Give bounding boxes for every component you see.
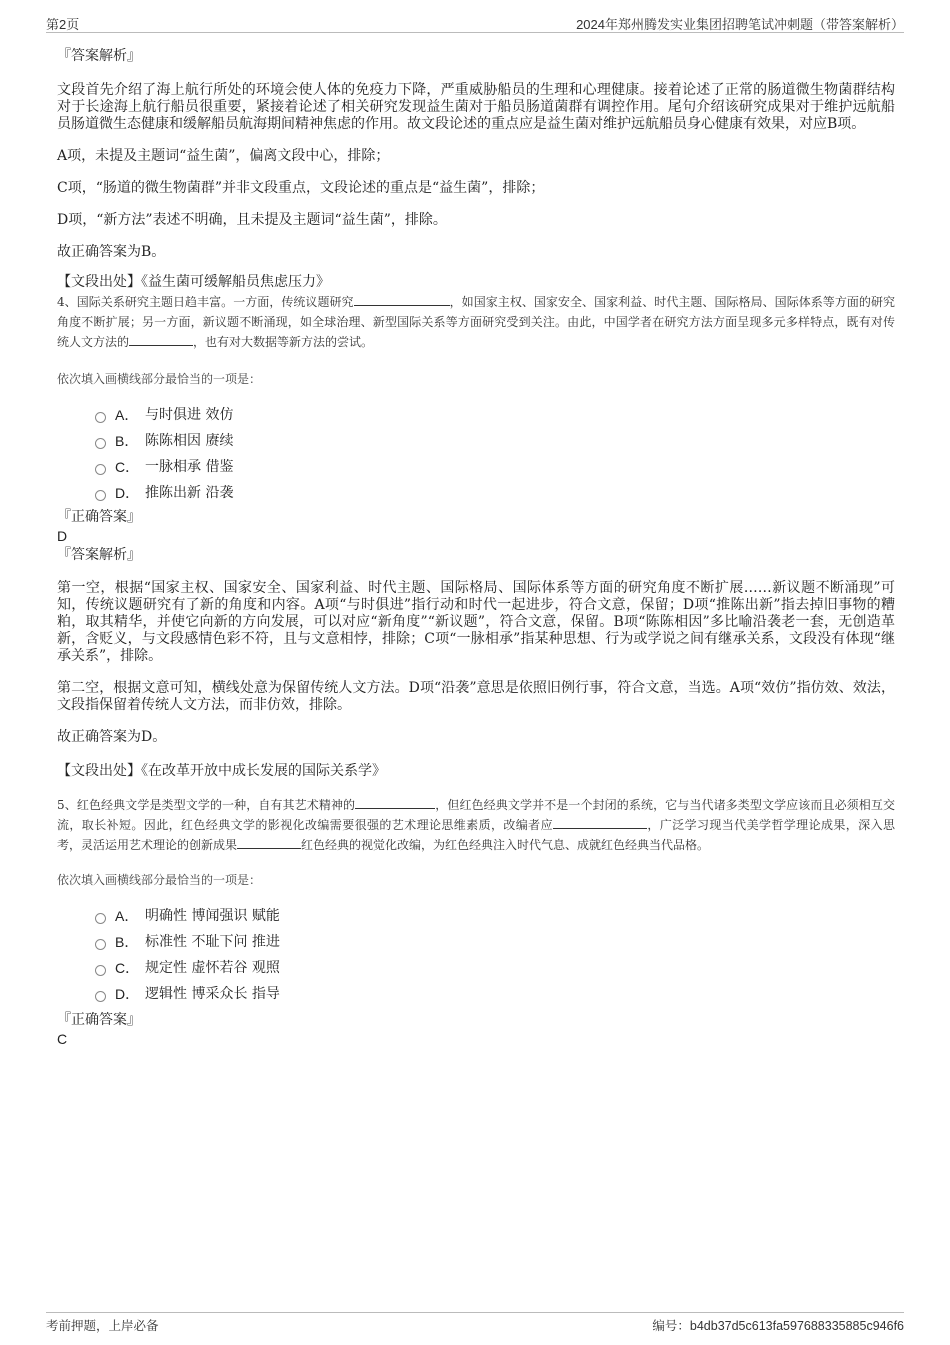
analysis-point-d: D项，“新方法”表述不明确，且未提及主题词“益生菌”，排除。 [57, 212, 447, 228]
page-header [46, 12, 904, 33]
radio-icon[interactable] [95, 965, 106, 976]
passage-source: 【文段出处】《益生菌可缓解船员焦虑压力》 [57, 274, 330, 290]
question-5-text [57, 795, 895, 855]
question-5-blank-2 [553, 816, 647, 829]
question-4-part3: ，也有对大数据等新方法的尝试。 [193, 335, 374, 349]
analysis-paragraph: 文段首先介绍了海上航行所处的环境会使人体的免疫力下降，严重威胁船员的生理和心理健康。接着论述了正常的肠道微生物菌群结构对于长途海上航行船员很重要，紧接着论述了相关研究发现益生菌对于船员肠道菌群有调控作用。尾句介绍该研究成果对于维护远航船员肠道微生态健康和缓解船员航海期间精神焦虑的作用。故文段论述的重点应是益生菌对维护远航船员身心健康有效果，对应B项。 [57, 82, 895, 132]
option-c[interactable]: C． 规定性 虚怀若谷 观照 [95, 955, 895, 981]
radio-icon[interactable] [95, 464, 106, 475]
question-5-part2: ，但红色经典文学并不是一个封闭的系统，它与当代诸多类型文学应该而且必须相互交流，取长补短。因此，红色经典文学的影视化改编需要很强的艺术理论思维素质，改编者应 [57, 798, 895, 832]
question-5-part1: 5、红色经典文学是类型文学的一种，自有其艺术精神的 [57, 798, 356, 812]
analysis-paragraph-1: 第一空，根据“国家主权、国家安全、国家利益、时代主题、国际格局、国际体系等方面的研究角度不断扩展……新议题不断涌现”可知，传统议题研究有了新的角度和内容。A项“与时俱进”指行动和时代一起进步，符合文意，保留；D项“推陈出新”指去掉旧事物的糟粕，取其精华，并使它向新的方向发展，可以对应“新角度”“新议题”，符合文意，保留。B项“陈陈相因”多比喻沿袭老一套，无创造革新，含贬义，与文段感情色彩不符，且与文意相悖，排除；C项“一脉相承”指某种思想、行为或学说之间有继承关系，文段没有体现“继承关系”，排除。 [57, 580, 895, 664]
radio-icon[interactable] [95, 913, 106, 924]
analysis-point-a: A项，未提及主题词“益生菌”，偏离文段中心，排除； [57, 148, 390, 164]
option-b[interactable]: B． 标准性 不耻下问 推进 [95, 929, 895, 955]
option-c[interactable]: C． 一脉相承 借鉴 [95, 454, 895, 480]
correct-answer-label: 『正确答案』 [57, 1012, 141, 1028]
question-5-options [57, 903, 895, 1007]
analysis-conclusion: 故正确答案为B。 [57, 244, 166, 260]
question-5-blank-1 [355, 796, 435, 809]
option-d[interactable]: D． 逻辑性 博采众长 指导 [95, 981, 895, 1007]
radio-icon[interactable] [95, 438, 106, 449]
question-4-part2: ，如国家主权、国家安全、国家利益、时代主题、国际格局、国际体系等方面的研究角度不断扩展；另一方面，新议题不断涌现，如全球治理、新型国际关系等方面研究受到关注。由此，中国学者在研究方法方面呈现多元多样特点，既有对传统人文方法的 [57, 295, 895, 349]
page-content [57, 46, 895, 1049]
option-a[interactable]: A． 明确性 博闻强识 赋能 [95, 903, 895, 929]
question-5-blank-3 [237, 836, 301, 849]
question-4-text [57, 292, 895, 352]
question-4-blank-2 [129, 333, 193, 346]
question-4-blank-1 [354, 293, 450, 306]
question-5-part3: ，广泛学习现当代美学哲学理论成果，深入思考，灵活运用艺术理论的创新成果 [57, 818, 895, 852]
page-footer [46, 1312, 904, 1335]
analysis-paragraph-2: 第二空，根据文意可知，横线处意为保留传统人文方法。D项“沿袭”意思是依照旧例行事，符合文意，当选。A项“效仿”指仿效、效法，文段指保留着传统人文方法，而非仿效，排除。 [57, 680, 895, 713]
correct-answer: C [57, 1031, 68, 1047]
question-4-part1: 4、国际关系研究主题日趋丰富。一方面，传统议题研究 [57, 295, 354, 309]
correct-answer-label: 『正确答案』 [57, 509, 141, 525]
analysis-conclusion: 故正确答案为D。 [57, 729, 167, 745]
question-4-prompt: 依次填入画横线部分最恰当的一项是： [57, 372, 262, 386]
analysis-label: 『答案解析』 [57, 48, 141, 64]
radio-icon[interactable] [95, 939, 106, 950]
radio-icon[interactable] [95, 412, 106, 423]
page-number: 第2页 [46, 17, 80, 32]
radio-icon[interactable] [95, 490, 106, 501]
analysis-point-c: C项，“肠道的微生物菌群”并非文段重点，文段论述的重点是“益生菌”，排除； [57, 180, 545, 196]
passage-source: 【文段出处】《在改革开放中成长发展的国际关系学》 [57, 763, 386, 779]
document-title: 2024年郑州腾发实业集团招聘笔试冲刺题（带答案解析） [576, 17, 904, 32]
option-a[interactable]: A． 与时俱进 效仿 [95, 402, 895, 428]
analysis-label: 『答案解析』 [57, 547, 141, 563]
question-5-part4: 红色经典的视觉化改编，为红色经典注入时代气息、成就红色经典当代品格。 [301, 838, 710, 852]
question-5-prompt: 依次填入画横线部分最恰当的一项是： [57, 873, 262, 887]
option-b[interactable]: B． 陈陈相因 赓续 [95, 428, 895, 454]
option-d[interactable]: D． 推陈出新 沿袭 [95, 480, 895, 506]
footer-slogan: 考前押题，上岸必备 [46, 1319, 159, 1333]
correct-answer: D [57, 528, 68, 544]
document-code: 编号：b4db37d5c613fa597688335885c946f6 [652, 1319, 904, 1333]
radio-icon[interactable] [95, 991, 106, 1002]
question-4-options [57, 402, 895, 506]
